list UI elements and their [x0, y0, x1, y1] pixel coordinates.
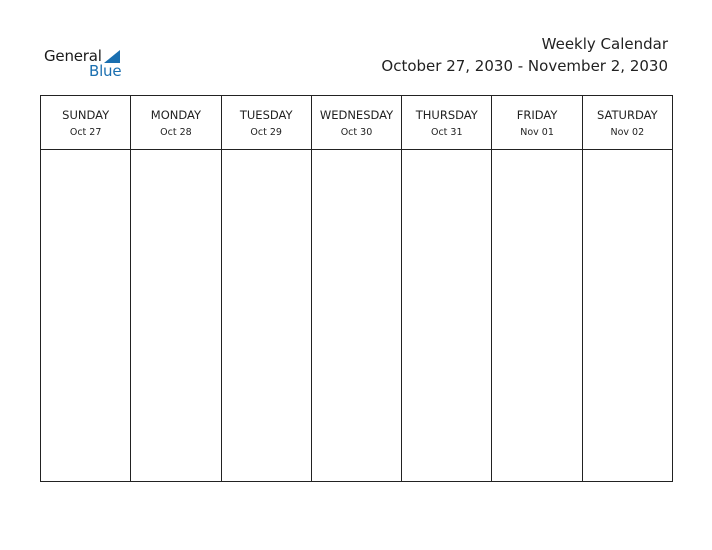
day-header — [492, 96, 581, 150]
logo-text-blue: Blue — [89, 62, 122, 80]
generalblue-logo — [44, 47, 134, 81]
day-header — [222, 96, 311, 150]
day-date: Oct 27 — [69, 127, 102, 138]
day-header — [41, 96, 130, 150]
day-header — [131, 96, 220, 150]
day-name: THURSDAY — [415, 108, 478, 122]
day-column-wednesday — [312, 96, 402, 481]
day-name: FRIDAY — [516, 108, 558, 122]
day-name: TUESDAY — [239, 108, 293, 122]
day-date: Nov 01 — [520, 127, 554, 138]
day-date: Oct 31 — [430, 127, 463, 138]
day-cell[interactable] — [402, 150, 491, 481]
day-date: Nov 02 — [610, 127, 645, 138]
logo-text-general: General — [44, 47, 102, 65]
day-column-sunday — [41, 96, 131, 481]
weekly-calendar-grid — [40, 95, 673, 482]
header — [381, 34, 668, 77]
day-cell[interactable] — [222, 150, 311, 481]
day-cell[interactable] — [312, 150, 401, 481]
day-date: Oct 29 — [250, 127, 282, 138]
day-cell[interactable] — [131, 150, 220, 481]
day-cell[interactable] — [583, 150, 672, 481]
day-column-saturday — [583, 96, 672, 481]
day-column-tuesday — [222, 96, 312, 481]
day-header — [583, 96, 672, 150]
day-header — [402, 96, 491, 150]
day-name: WEDNESDAY — [319, 108, 394, 122]
day-name: SATURDAY — [597, 108, 658, 122]
day-column-monday — [131, 96, 221, 481]
day-column-thursday — [402, 96, 492, 481]
day-date: Oct 30 — [340, 127, 373, 138]
day-header — [312, 96, 401, 150]
date-range: October 27, 2030 - November 2, 2030 — [381, 57, 668, 75]
day-name: MONDAY — [150, 108, 202, 122]
day-name: SUNDAY — [62, 108, 110, 122]
day-cell[interactable] — [492, 150, 581, 481]
page-title: Weekly Calendar — [541, 35, 668, 53]
day-column-friday — [492, 96, 582, 481]
day-cell[interactable] — [41, 150, 130, 481]
day-date: Oct 28 — [160, 127, 192, 138]
